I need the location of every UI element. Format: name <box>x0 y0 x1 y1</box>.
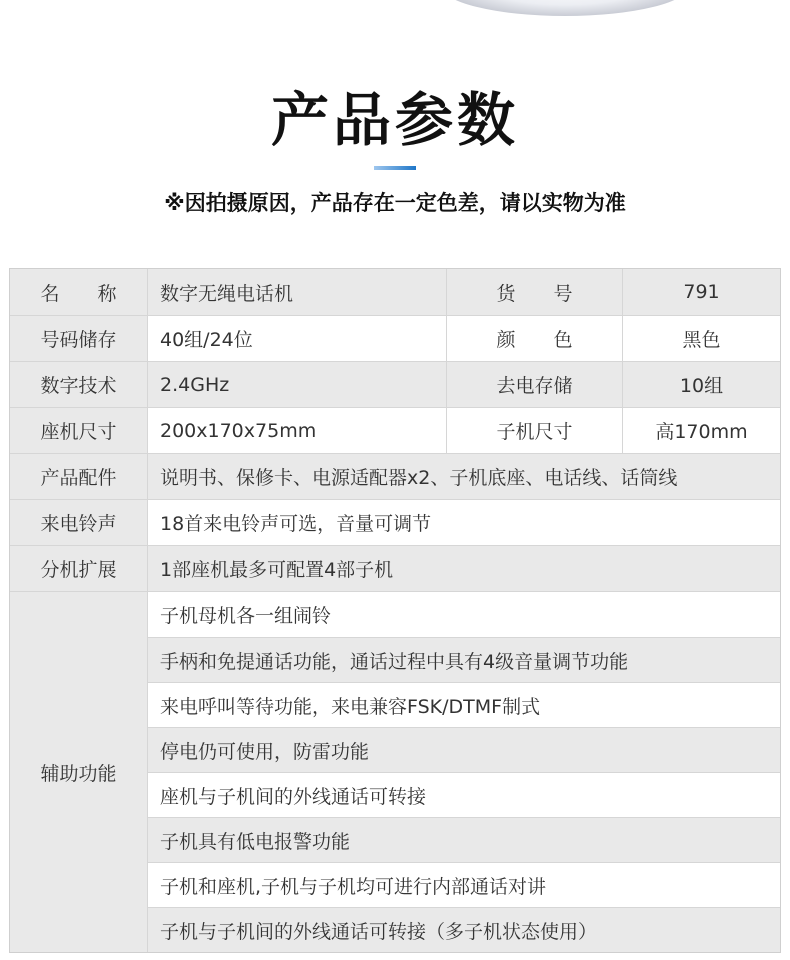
spec-label: 号码储存 <box>10 316 148 361</box>
aux-function-item: 来电呼叫等待功能，来电兼容FSK/DTMF制式 <box>148 682 780 727</box>
spec-row-wide <box>10 499 780 545</box>
spec-value: 高170mm <box>623 408 780 453</box>
spec-label: 颜 色 <box>447 316 623 361</box>
spec-label: 数字技术 <box>10 362 148 407</box>
title-underline <box>374 166 416 170</box>
spec-label: 产品配件 <box>10 454 148 499</box>
spec-label: 名 称 <box>10 269 148 315</box>
aux-function-item: 子机具有低电报警功能 <box>148 817 780 862</box>
spec-label: 子机尺寸 <box>447 408 623 453</box>
aux-function-item: 子机母机各一组闹铃 <box>148 592 780 637</box>
aux-function-item: 子机与子机间的外线通话可转接（多子机状态使用） <box>148 907 780 952</box>
aux-function-item: 子机和座机,子机与子机均可进行内部通话对讲 <box>148 862 780 907</box>
spec-value: 黑色 <box>623 316 780 361</box>
spec-label: 来电铃声 <box>10 500 148 545</box>
spec-value: 791 <box>623 269 780 315</box>
spec-row <box>10 315 780 361</box>
spec-value: 2.4GHz <box>148 362 447 407</box>
aux-functions-list <box>148 592 780 952</box>
spec-value: 数字无绳电话机 <box>148 269 447 315</box>
decorative-top-shape <box>440 0 690 16</box>
aux-functions-group <box>10 591 780 952</box>
spec-label: 分机扩展 <box>10 546 148 591</box>
aux-function-item: 座机与子机间的外线通话可转接 <box>148 772 780 817</box>
spec-value: 1部座机最多可配置4部子机 <box>148 546 780 591</box>
spec-value: 10组 <box>623 362 780 407</box>
page-title: 产品参数 <box>270 86 519 154</box>
spec-row <box>10 361 780 407</box>
spec-label: 去电存储 <box>447 362 623 407</box>
spec-row <box>10 407 780 453</box>
aux-functions-label: 辅助功能 <box>10 592 148 952</box>
spec-value: 40组/24位 <box>148 316 447 361</box>
spec-table <box>9 268 781 953</box>
spec-value: 说明书、保修卡、电源适配器x2、子机底座、电话线、话筒线 <box>148 454 780 499</box>
spec-value: 18首来电铃声可选，音量可调节 <box>148 500 780 545</box>
spec-label: 座机尺寸 <box>10 408 148 453</box>
aux-function-item: 手柄和免提通话功能，通话过程中具有4级音量调节功能 <box>148 637 780 682</box>
spec-row-wide <box>10 545 780 591</box>
spec-label: 货 号 <box>447 269 623 315</box>
spec-row-wide <box>10 453 780 499</box>
spec-value: 200x170x75mm <box>148 408 447 453</box>
aux-function-item: 停电仍可使用，防雷功能 <box>148 727 780 772</box>
spec-row <box>10 269 780 315</box>
color-disclaimer: ※因拍摄原因，产品存在一定色差，请以实物为准 <box>164 191 626 215</box>
